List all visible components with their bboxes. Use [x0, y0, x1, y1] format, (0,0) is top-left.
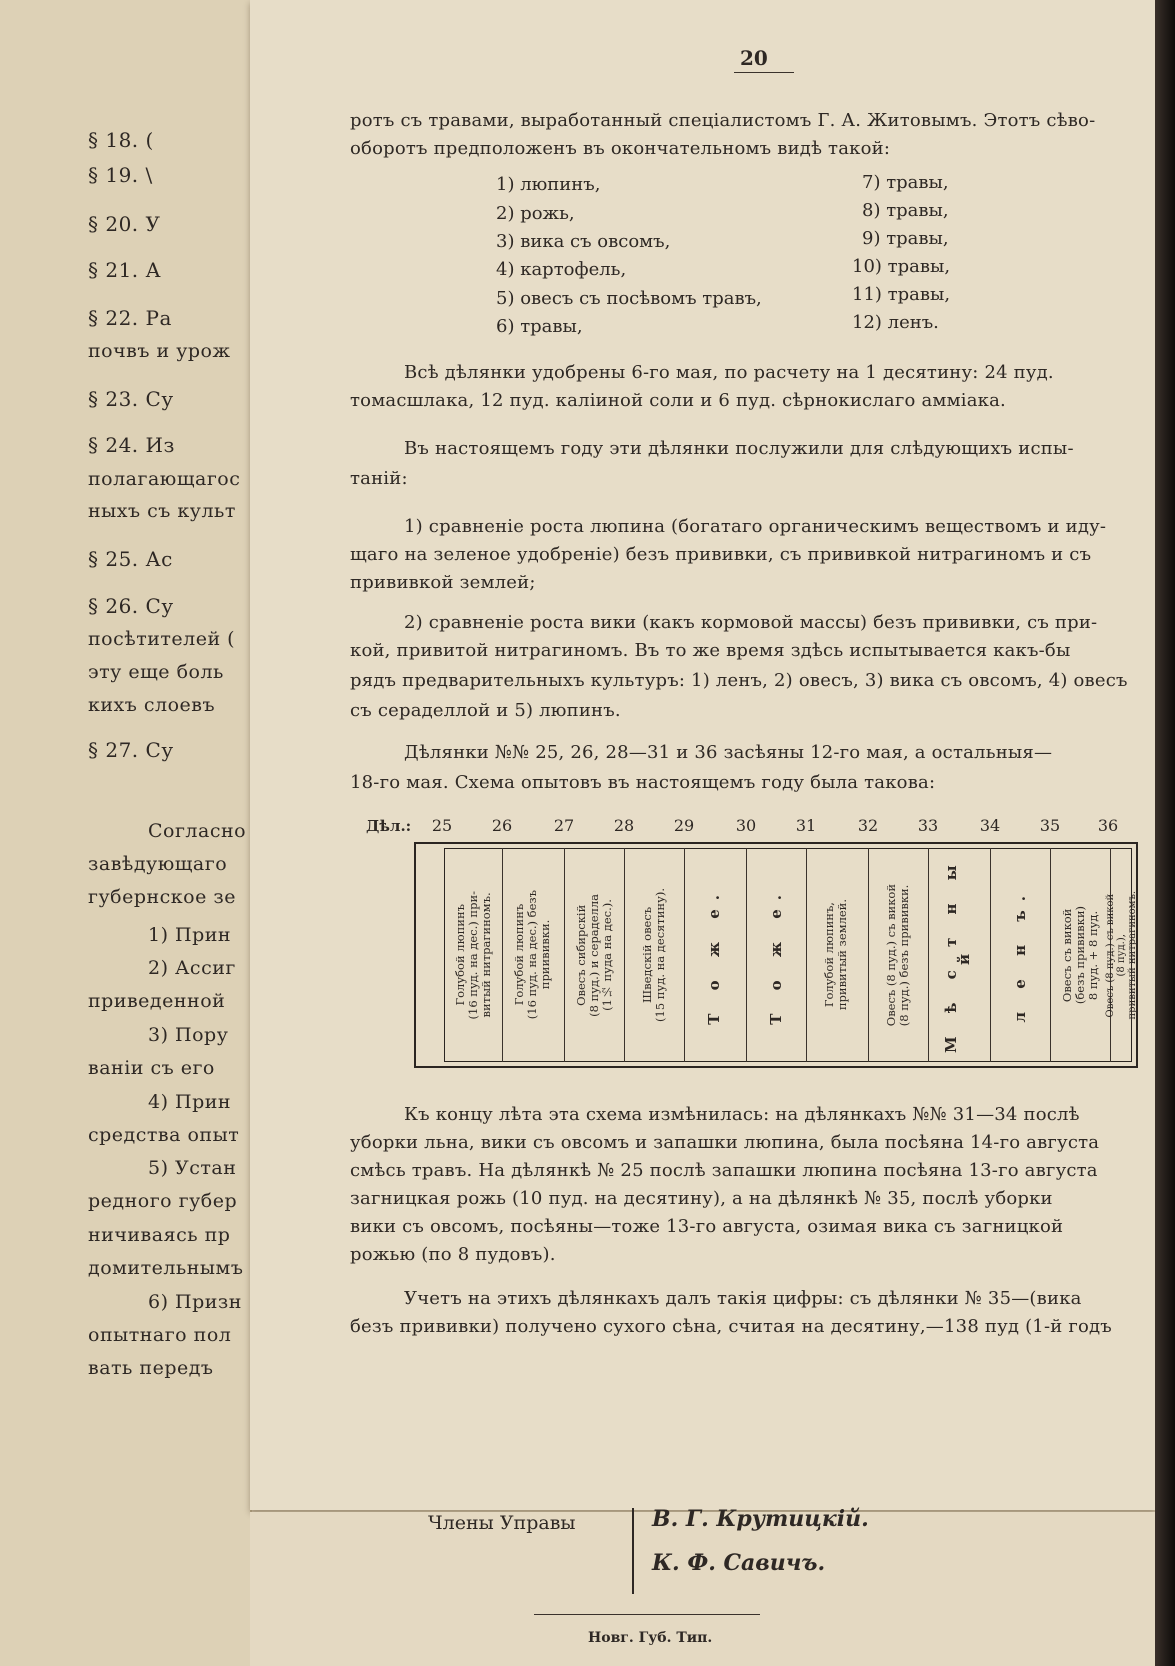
left-page-line: § 23. Су	[88, 387, 174, 411]
crop-list-item: 7) травы,	[862, 172, 949, 193]
text-line: рядъ предварительныхъ культуръ: 1) ленъ, 2) овесъ, 3) вика съ овсомъ, 4) овесъ	[350, 670, 1128, 691]
crop-list-item: 3) вика съ овсомъ,	[496, 231, 671, 252]
previous-page-strip	[0, 0, 252, 1666]
crop-list-item: 8) травы,	[862, 200, 949, 221]
scheme-cell-text: Овесъ съ викой (безъ прививки) 8 пуд. + 8 пуд.	[1059, 905, 1100, 1005]
text-line: безъ прививки) получено сухого сѣна, считая на десятину,—138 пуд (1-й годъ	[350, 1316, 1112, 1337]
left-page-line: 1) Прин	[148, 924, 232, 946]
left-page-line: § 18. (	[88, 128, 154, 152]
left-page-line: § 21. А	[88, 258, 162, 282]
scheme-cell	[444, 852, 502, 1058]
scheme-cell-text: Голубой люпинъ, привитый землей.	[822, 899, 849, 1011]
scheme-cell-text: Овесъ (8 пуд.) съ викой (8 пуд.), привитый нитрагиномъ.	[1104, 890, 1138, 1020]
signature-divider	[632, 1508, 634, 1594]
book-edge-shadow	[1155, 0, 1175, 1666]
crop-list-item: 1) люпинъ,	[496, 174, 601, 195]
left-page-line: 2) Ассиг	[148, 957, 236, 979]
text-line: Къ концу лѣта эта схема измѣнилась: на дѣлянкахъ №№ 31—34 послѣ	[404, 1104, 1080, 1125]
text-line: Всѣ дѣлянки удобрены 6-го мая, по расчету на 1 десятину: 24 пуд.	[404, 362, 1054, 383]
left-page-line: кихъ слоевъ	[88, 694, 216, 716]
scheme-plot-number: 34	[979, 816, 1001, 835]
crop-list-item: 6) травы,	[496, 316, 583, 337]
left-page-line: 4) Прин	[148, 1091, 232, 1113]
scheme-plot-number: 28	[613, 816, 635, 835]
text-line: 18-го мая. Схема опытовъ въ настоящемъ году была такова:	[350, 772, 936, 793]
printer-imprint: Новг. Губ. Тип.	[588, 1630, 713, 1646]
scheme-plot-number: 29	[673, 816, 695, 835]
left-page-line: 6) Призн	[148, 1291, 242, 1313]
scheme-cell	[685, 852, 743, 1058]
scheme-plot-number: 30	[735, 816, 757, 835]
scheme-plot-number: 26	[491, 816, 513, 835]
text-line: ротъ съ травами, выработанный спеціалистомъ Г. А. Житовымъ. Этотъ сѣво-	[350, 110, 1096, 131]
scheme-cell-text: Овесъ сибирскій (8 пуд.) и сераделла (1½ пуда на дес.).	[573, 893, 614, 1017]
scheme-plot-number: 32	[857, 816, 879, 835]
left-page-line: вать передъ	[88, 1357, 214, 1379]
scheme-cell	[565, 852, 623, 1058]
left-page-line: ваніи съ его	[88, 1057, 215, 1079]
text-line: Въ настоящемъ году эти дѣлянки послужили для слѣдующихъ испы-	[404, 438, 1074, 459]
text-line: томасшлака, 12 пуд. каліиной соли и 6 пуд. сѣрнокислаго амміака.	[350, 390, 1006, 411]
scheme-cell-text: Т о ж е.	[766, 885, 785, 1025]
text-line: съ сераделлой и 5) люпинъ.	[350, 700, 621, 721]
scheme-cell	[747, 852, 805, 1058]
left-page-line: § 22. Ра	[88, 306, 172, 330]
left-page-line: средства опыт	[88, 1124, 240, 1146]
signature-line: К. Ф. Савичъ.	[652, 1550, 826, 1576]
text-line: прививкой землей;	[350, 572, 536, 593]
scheme-cell	[807, 852, 865, 1058]
left-page-line: § 25. Ас	[88, 547, 173, 571]
board-members-label: Члены Управы	[428, 1512, 576, 1534]
left-page-line: Согласно	[148, 820, 247, 842]
scheme-cell	[869, 852, 927, 1058]
left-page-line: губернское зе	[88, 886, 236, 908]
crop-list-item: 10) травы,	[852, 256, 951, 277]
crop-list-item: 4) картофель,	[496, 259, 627, 280]
scheme-plot-number: 33	[917, 816, 939, 835]
left-page-line: почвъ и урож	[88, 340, 231, 362]
scheme-cell-text: Голубой люпинъ (16 пуд. на дес.) безъ приививки.	[511, 890, 552, 1020]
left-page-line: эту еще боль	[88, 661, 224, 683]
page-number: 20	[740, 46, 768, 70]
scheme-plot-number: 25	[431, 816, 453, 835]
left-page-line: завѣдующаго	[88, 853, 228, 875]
left-page-line: § 20. У	[88, 212, 161, 236]
text-line: 1) сравненіе роста люпина (богатаго органическимъ веществомъ и иду-	[404, 516, 1107, 537]
crop-list-item: 5) овесъ съ посѣвомъ травъ,	[496, 288, 762, 309]
left-page-line: посѣтителей (	[88, 628, 236, 650]
crop-list-item: 12) ленъ.	[852, 312, 939, 333]
text-line: щаго на зеленое удобреніе) безъ прививки, съ прививкой нитрагиномъ и съ	[350, 544, 1092, 565]
text-line: кой, привитой нитрагиномъ. Въ то же время здѣсь испытывается какъ-бы	[350, 640, 1071, 661]
left-page-line: ничиваясь пр	[88, 1224, 231, 1246]
scheme-cell	[1104, 852, 1138, 1058]
left-page-line: приведенной	[88, 990, 226, 1012]
scheme-cell	[1051, 852, 1109, 1058]
scheme-cell-text: Овесъ (8 пуд.) съ викой (8 пуд.) безъ прививки.	[884, 883, 911, 1027]
text-line: Учетъ на этихъ дѣлянкахъ далъ такія цифры: съ дѣлянки № 35—(вика	[404, 1288, 1082, 1309]
text-line: загницкая рожь (10 пуд. на десятину), а на дѣлянкѣ № 35, послѣ уборки	[350, 1188, 1053, 1209]
left-page-line: § 27. Су	[88, 738, 174, 762]
printer-rule	[534, 1614, 760, 1615]
scheme-cell-text: Голубой люпинъ (16 пуд. на дес.) при- витый нитрагиномъ.	[452, 890, 493, 1020]
text-line: оборотъ предположенъ въ окончательномъ видѣ такой:	[350, 138, 891, 159]
text-line: рожью (по 8 пудовъ).	[350, 1244, 556, 1265]
crop-list-item: 2) рожь,	[496, 203, 575, 224]
scheme-plot-number: 27	[553, 816, 575, 835]
scheme-cell-text: л е н ъ.	[1010, 887, 1029, 1023]
left-page-line: § 26. Су	[88, 594, 174, 618]
left-page-line: 3) Пору	[148, 1024, 229, 1046]
scheme-plot-label: Дѣл.:	[366, 817, 412, 835]
crop-list-item: 9) травы,	[862, 228, 949, 249]
left-page-line: ныхъ съ культ	[88, 500, 236, 522]
left-page-line: § 24. Из	[88, 433, 175, 457]
text-line: смѣсь травъ. На дѣлянкѣ № 25 послѣ запашки люпина посѣяна 13-го августа	[350, 1160, 1098, 1181]
text-line: 2) сравненіе роста вики (какъ кормовой массы) безъ прививки, съ при-	[404, 612, 1098, 633]
text-line: вики съ овсомъ, посѣяны—тоже 13-го августа, озимая вика съ загницкой	[350, 1216, 1064, 1237]
scheme-cell-text: Т о ж е.	[704, 885, 723, 1025]
left-page-line: полагающагос	[88, 468, 241, 490]
signature-line: В. Г. Крутицкій.	[652, 1506, 869, 1532]
text-line: таній:	[350, 468, 408, 489]
left-page-line: § 19. \	[88, 163, 153, 187]
scheme-plot-number: 35	[1039, 816, 1061, 835]
scheme-cell-text: М ѣ с т н ы й	[942, 856, 973, 1054]
left-page-line: редного губер	[88, 1190, 238, 1212]
scheme-cell-text: Шведскій овесъ (15 пуд. на десятину).	[640, 888, 667, 1022]
scheme-cell	[625, 852, 683, 1058]
page-number-rule	[734, 72, 794, 73]
text-line: Дѣлянки №№ 25, 26, 28—31 и 36 засѣяны 12-го мая, а остальныя—	[404, 742, 1053, 763]
left-page-line: опытнаго пол	[88, 1324, 232, 1346]
scheme-plot-number: 36	[1097, 816, 1119, 835]
scheme-plot-number: 31	[795, 816, 817, 835]
scheme-cell	[503, 852, 561, 1058]
crop-list-item: 11) травы,	[852, 284, 951, 305]
left-page-line: домительнымъ	[88, 1257, 244, 1279]
left-page-line: 5) Устан	[148, 1157, 237, 1179]
scheme-cell	[929, 852, 987, 1058]
scheme-cell	[991, 852, 1049, 1058]
text-line: уборки льна, вики съ овсомъ и запашки люпина, была посѣяна 14-го августа	[350, 1132, 1100, 1153]
